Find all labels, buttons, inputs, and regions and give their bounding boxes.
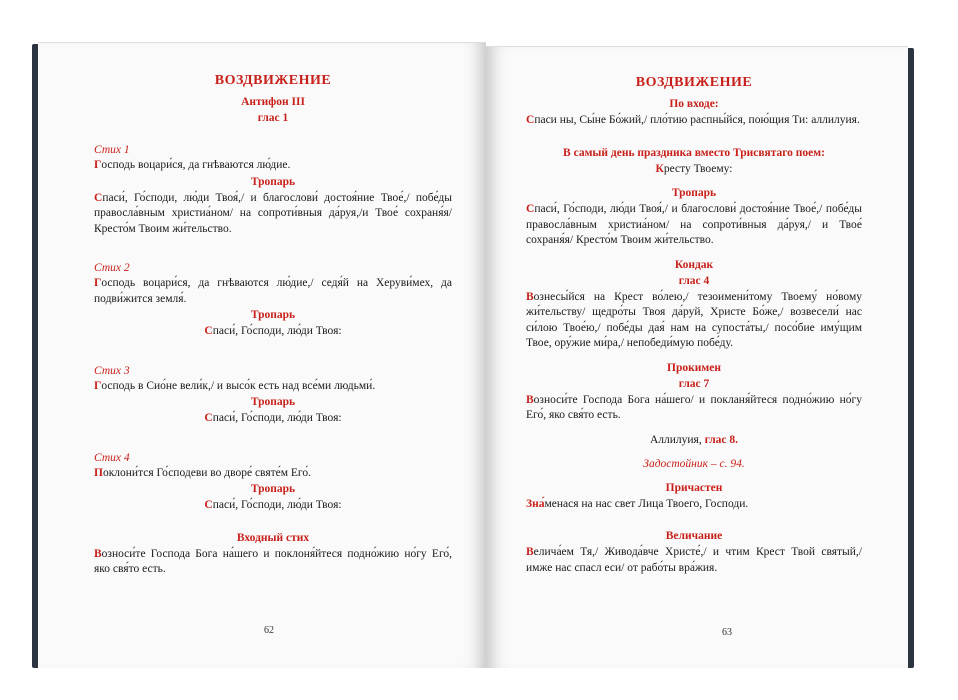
troparion-heading: Тропарь: [250, 483, 296, 495]
entrance-text: Спаси ны, Сы́не Бо́жий,/ пло́тию распны́йся, пою́щия Ти: аллилуия.: [526, 114, 860, 126]
page-title: ВОЗДВИЖЕНИЕ: [635, 75, 753, 90]
antiphon-heading: Антифон III: [241, 96, 305, 108]
prokeimenon-text: Возноси́те Господа Бога на́шего/ и покланя́йтеся подно́жию но́гу Его́, яко свя́то есть.: [526, 393, 862, 421]
initial-capital: В: [94, 547, 102, 560]
initial-capital: Зна́: [526, 497, 545, 510]
initial-capital: В: [526, 546, 534, 558]
initial-capital: Г: [94, 379, 102, 392]
verse-label: Стих 1: [94, 144, 130, 156]
troparion-heading: Тропарь: [250, 175, 296, 188]
troparion-text: Спаси́, Го́споди, лю́ди Твоя:: [204, 325, 342, 337]
troparion-text: Спаси́, Го́споди, лю́ди Твоя́,/ и благослови́ достоя́ние Твое́,/ побе́ды правосла́вным христиа́ном/ на сопроти́вныя да́руя,/и Твое́ сохраня́я/ Кресто́м Твоим жи́тельство.: [94, 191, 452, 235]
zadostoinik-reference: Задостойник – с. 94.: [643, 457, 745, 470]
initial-capital: Г: [94, 277, 102, 289]
entrance-verse-heading: Входный стих: [236, 531, 310, 544]
troparion-text: Спаси́, Го́споди, лю́ди Твоя:: [204, 499, 342, 511]
alleluia-line: Аллилуия, глас 8.: [649, 433, 739, 446]
verse-text: Господь в Сио́не вели́к,/ и высо́к есть над все́ми людьми́.: [94, 379, 376, 392]
verse-label: Стих 4: [94, 451, 130, 464]
right-page-content: [486, 47, 908, 576]
communion-text: Зна́менася на нас свет Лица Твоего, Господи.: [526, 497, 749, 510]
initial-capital: С: [204, 412, 213, 424]
page-number: 63: [722, 627, 732, 638]
entrance-heading: По входе:: [669, 98, 719, 110]
magnification-heading: Величание: [665, 530, 723, 542]
communion-heading: Причастен: [665, 481, 723, 494]
initial-capital: В: [526, 393, 534, 406]
initial-capital: С: [94, 191, 103, 204]
initial-capital: С: [526, 114, 535, 126]
troparion-text: Спаси́, Го́споди, лю́ди Твоя́,/ и благослови́ достоя́ние Твое́,/ побе́ды правосла́вным христиа́ном/ на сопроти́вныя да́руя,/ и Твое́ сохраня́я/ Кресто́м Твоим жи́тельство.: [526, 203, 862, 246]
page-title: ВОЗДВИЖЕНИЕ: [214, 73, 332, 88]
prokeimenon-heading: Прокимен: [667, 361, 721, 374]
verse-text: Господь воцари́ся, да гнѣваются лю́дие.: [94, 159, 291, 171]
initial-capital: С: [204, 499, 213, 511]
troparion-heading: Тропарь: [250, 396, 296, 408]
rubric-text: Кресту Твоему:: [655, 162, 733, 175]
kontakion-heading: Кондак: [674, 258, 714, 271]
left-page-content: [38, 43, 486, 578]
tone-heading: глас 1: [257, 112, 289, 124]
left-page: [38, 42, 486, 668]
verse-label: Стих 2: [94, 262, 130, 274]
initial-capital: С: [204, 325, 213, 337]
right-page: [486, 46, 908, 668]
kontakion-text: Вознесы́йся на Крест во́лею,/ тезоимени́тому Твоему́ но́вому жи́тельству/ щедро́ты Твоя да́руй, Христе Бо́же,/ возвесели́ нас си́лою Твое́ю,/ побе́ды дая́ нам на супоста́ты,/ посо́бие иму́щим Твое, ору́жие ми́ра,/ непобеди́мую побе́ду.: [526, 290, 862, 349]
initial-capital: В: [526, 290, 534, 303]
initial-capital: С: [526, 203, 535, 215]
entrance-verse-text: Возноси́те Господа Бога на́шего и поклоня́йтеся подно́жию но́гу Его́, яко свя́то есть.: [94, 547, 452, 575]
initial-capital: П: [94, 466, 103, 479]
prokeimenon-tone: глас 7: [678, 377, 710, 390]
rubric-heading: В самый день праздника вместо Трисвятаго поем:: [563, 146, 825, 159]
verse-label: Стих 3: [94, 364, 130, 377]
magnification-text: Велича́ем Тя,/ Живода́вче Христе́,/ и чтим Крест Твой святый,/ имже нас спасл еси/ от рабо́ты вра́жия.: [526, 546, 862, 574]
troparion-heading: Тропарь: [250, 309, 296, 321]
verse-text: Господь воцари́ся, да гнѣваются лю́дие,/ седя́й на Херуви́мех, да подви́жится земля́.: [94, 277, 452, 305]
troparion-text: Спаси́, Го́споди, лю́ди Твоя:: [204, 412, 342, 424]
verse-text: Поклони́тся Го́сподеви во дворе́ святе́м Его́.: [94, 466, 311, 479]
initial-capital: К: [655, 162, 664, 175]
troparion-heading: Тропарь: [671, 187, 717, 199]
page-number: 62: [264, 625, 274, 636]
kontakion-tone: глас 4: [678, 274, 710, 287]
initial-capital: Г: [94, 159, 102, 171]
book-spread: [32, 42, 914, 670]
